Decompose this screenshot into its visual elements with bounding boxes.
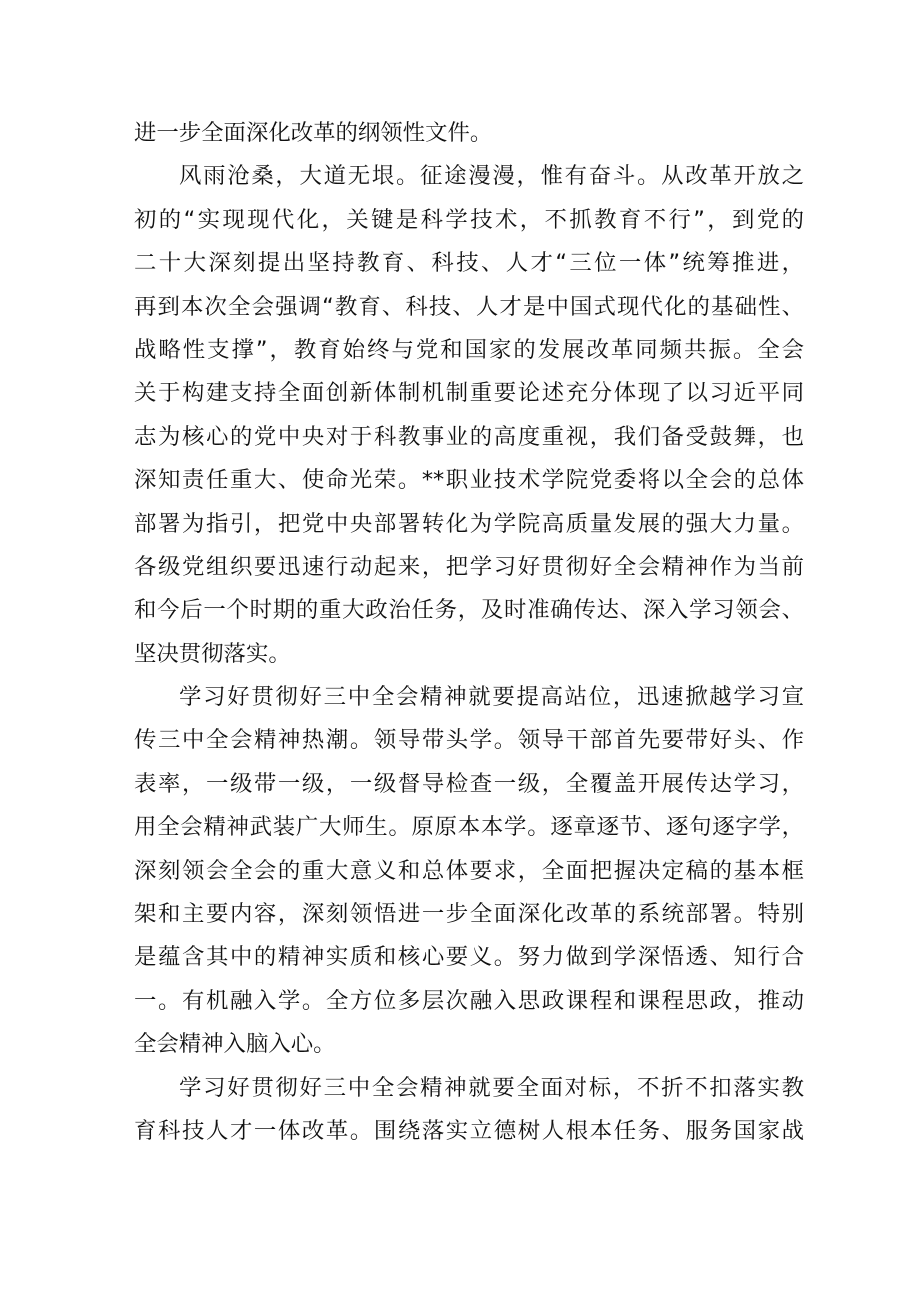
paragraph-start-line: 学习好贯彻好三中全会精神就要提高站位，迅速掀越学习宣 [179, 684, 804, 711]
text-line: 志为核心的党中央对于科教事业的高度重视，我们备受鼓舞，也 [134, 423, 804, 450]
text-line: 和今后一个时期的重大政治任务，及时准确传达、深入学习领会、 [134, 597, 804, 624]
text-line: 关于构建支持全面创新体制机制重要论述充分体现了以习近平同 [134, 380, 804, 407]
paragraph-start-line: 学习好贯彻好三中全会精神就要全面对标，不折不扣落实教 [179, 1074, 804, 1101]
text-line: 用全会精神武装广大师生。原原本本学。逐章逐节、逐句逐字学， [134, 814, 804, 841]
body-text [134, 112, 804, 1153]
text-line: 进一步全面深化改革的纲领性文件。 [134, 120, 493, 146]
text-line: 深知责任重大、使命光荣。**职业技术学院党委将以全会的总体 [134, 467, 804, 494]
text-line: 深刻领会全会的重大意义和总体要求，全面把握决定稿的基本框 [134, 857, 804, 884]
text-line: 表率，一级带一级，一级督导检查一级，全覆盖开展传达学习， [134, 770, 804, 797]
text-line: 战略性支撑”，教育始终与党和国家的发展改革同频共振。全会 [134, 336, 804, 363]
text-line: 传三中全会精神热潮。领导带头学。领导干部首先要带好头、作 [134, 727, 804, 754]
text-line: 二十大深刻提出坚持教育、科技、人才“三位一体”统筹推进， [134, 250, 804, 277]
text-line: 再到本次全会强调“教育、科技、人才是中国式现代化的基础性、 [134, 293, 804, 320]
text-line: 初的“实现现代化，关键是科学技术，不抓教育不行”，到党的 [134, 206, 804, 233]
text-line: 各级党组织要迅速行动起来，把学习好贯彻好全会精神作为当前 [134, 553, 804, 580]
text-line: 全会精神入脑入心。 [134, 1031, 336, 1058]
text-line: 育科技人才一体改革。围绕落实立德树人根本任务、服务国家战 [134, 1117, 804, 1144]
paragraph-start-line: 风雨沧桑，大道无垠。征途漫漫，惟有奋斗。从改革开放之 [179, 163, 804, 190]
text-line: 坚决贯彻落实。 [134, 640, 291, 667]
text-line: 是蕴含其中的精神实质和核心要义。努力做到学深悟透、知行合 [134, 944, 804, 971]
text-line: 架和主要内容，深刻领悟进一步全面深化改革的系统部署。特别 [134, 901, 804, 928]
text-line: 一。有机融入学。全方位多层次融入思政课程和课程思政，推动 [134, 987, 804, 1014]
text-line: 部署为指引，把党中央部署转化为学院高质量发展的强大力量。 [134, 510, 804, 537]
